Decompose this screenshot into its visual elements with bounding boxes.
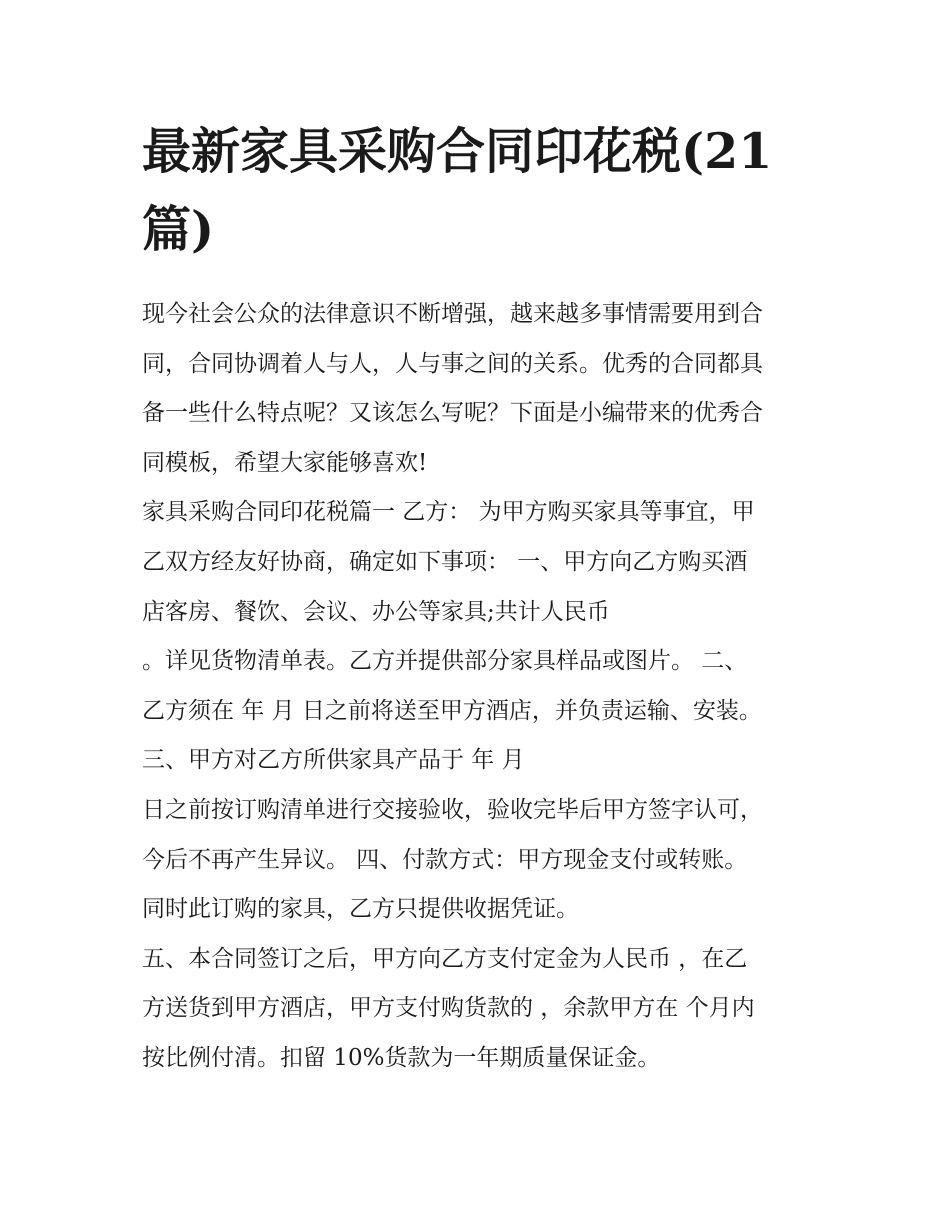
title-line-1: 最新家具采购合同印花税(21 [142, 122, 773, 180]
body-line: 按比例付清。扣留 10%货款为一年期质量保证金。 [142, 1044, 661, 1071]
title-line-2: 篇) [142, 200, 215, 258]
body-line: 五、本合同签订之后，甲方向乙方支付定金为人民币 ，在乙 [142, 945, 748, 972]
body-line: 三、甲方对乙方所供家具产品于 年 月 [142, 747, 525, 774]
body-line: 同，合同协调着人与人，人与事之间的关系。优秀的合同都具 [142, 350, 763, 377]
body-line: 方送货到甲方酒店，甲方支付购货款的 ，余款甲方在 个月内 [142, 995, 755, 1022]
body-line: 乙方须在 年 月 日之前将送至甲方酒店，并负责运输、安装。 [142, 697, 762, 724]
body-line: 日之前按订购清单进行交接验收，验收完毕后甲方签字认可， [142, 796, 763, 823]
body-line: 乙双方经友好协商，确定如下事项： 一、甲方向乙方购买酒 [142, 548, 748, 575]
body-line: 家具采购合同印花税篇一 乙方： 为甲方购买家具等事宜，甲 [142, 499, 755, 526]
body-line: 今后不再产生异议。 四、付款方式：甲方现金支付或转账。 [142, 846, 748, 873]
body-line: 同时此订购的家具，乙方只提供收据凭证。 [142, 896, 579, 923]
body-line: 现今社会公众的法律意识不断增强，越来越多事情需要用到合 [142, 301, 763, 327]
document-title [142, 112, 814, 268]
document-page [142, 112, 814, 1084]
body-line: 。详见货物清单表。乙方并提供部分家具样品或图片。 二、 [142, 648, 748, 675]
document-body [142, 290, 814, 1084]
body-line: 同模板，希望大家能够喜欢! [142, 449, 428, 476]
body-line: 备一些什么特点呢？又该怎么写呢？下面是小编带来的优秀合 [142, 400, 763, 427]
body-line: 店客房、餐饮、会议、办公等家具;共计人民币 [142, 598, 610, 625]
